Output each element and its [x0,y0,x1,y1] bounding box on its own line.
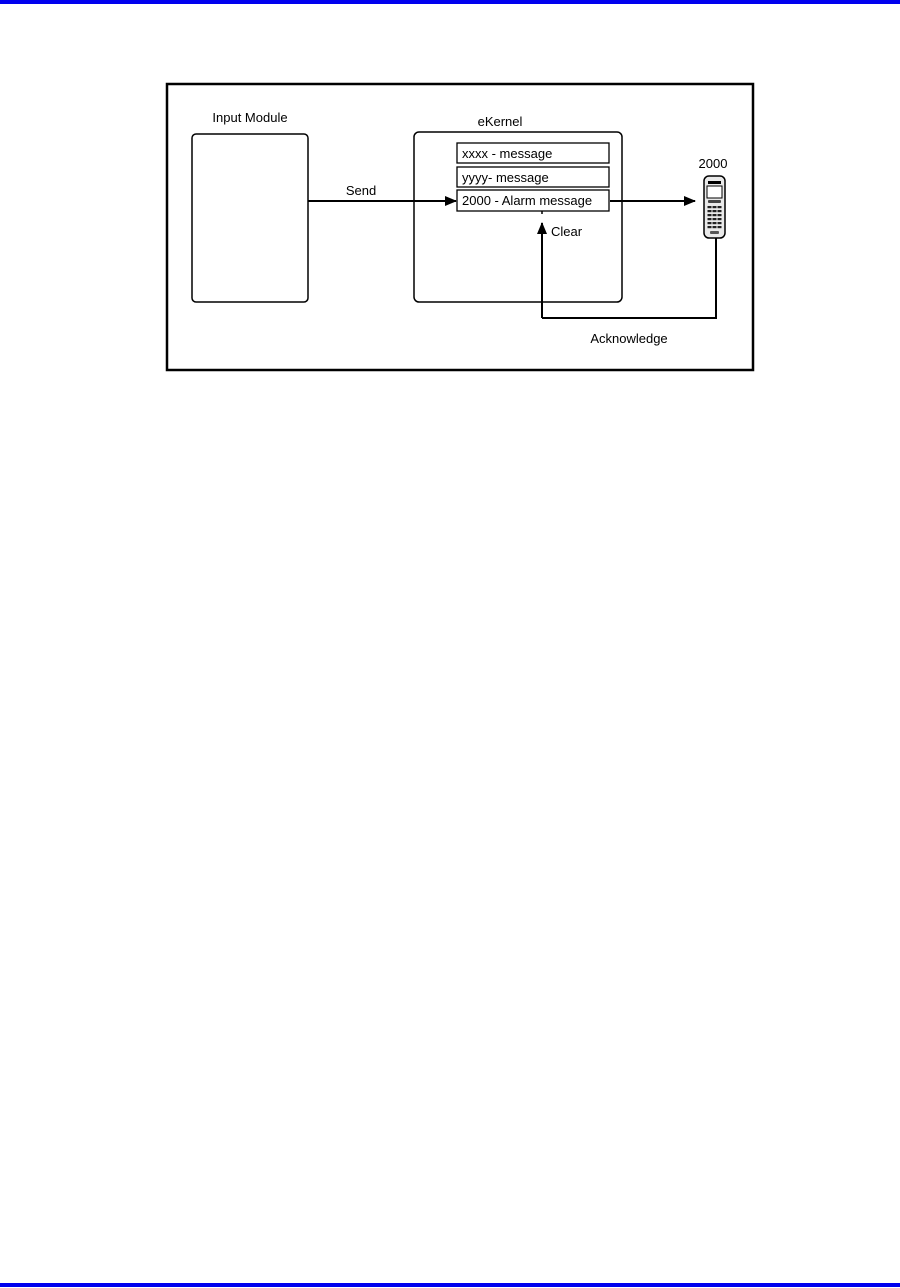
message-text: xxxx - message [462,146,553,161]
clear-label: Clear [551,224,583,239]
message-text: yyyy- message [462,170,549,185]
message-text-alarm: 2000 - Alarm message [462,193,593,208]
bottom-rule [0,1283,900,1287]
input-module-label: Input Module [212,110,288,125]
message-queue [457,143,609,211]
ekernel-label: eKernel [477,114,523,129]
acknowledge-label: Acknowledge [590,331,668,346]
input-module-box [192,134,308,302]
device-label: 2000 [698,156,728,171]
send-label: Send [345,183,377,198]
handset-icon [704,176,725,238]
diagram-figure [0,0,900,400]
